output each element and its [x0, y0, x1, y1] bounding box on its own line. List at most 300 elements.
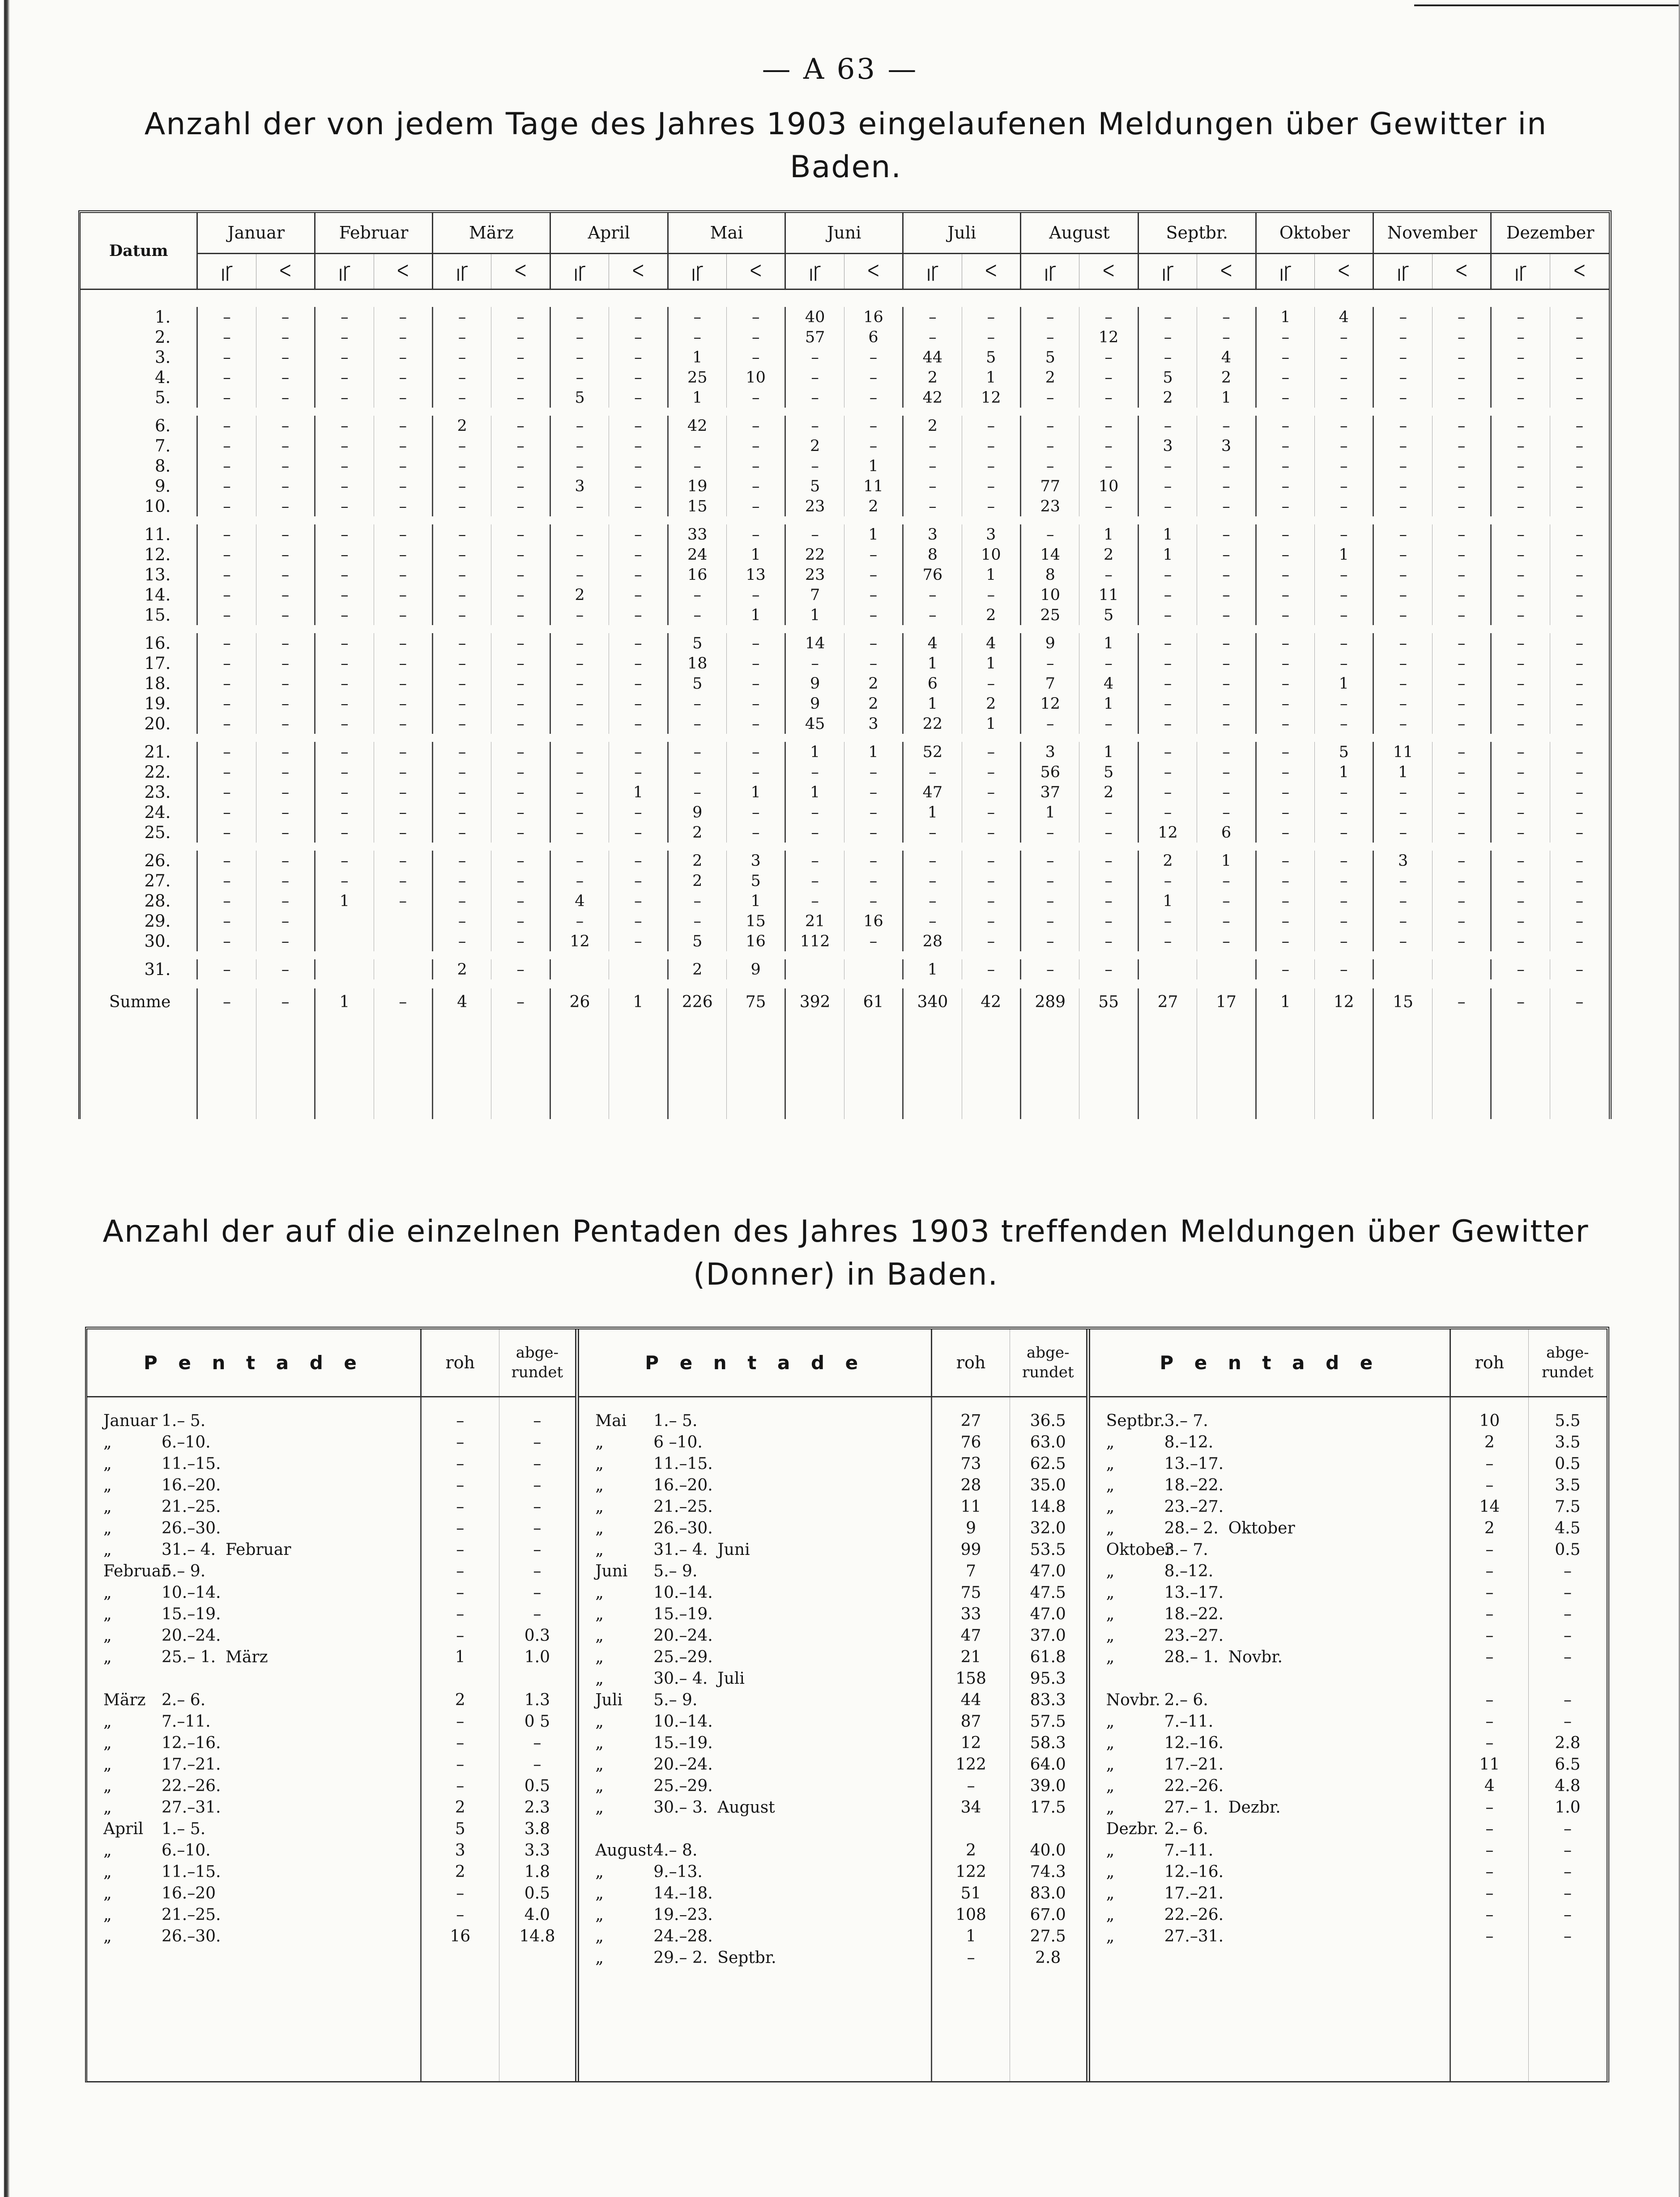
pentade-range: 12.–16. — [162, 1733, 221, 1752]
day-value: – — [1432, 714, 1491, 734]
day-value: – — [1021, 416, 1079, 436]
day-value: – — [1256, 959, 1314, 979]
pentade-label — [1088, 1539, 1450, 1560]
fill-cell — [1432, 1015, 1491, 1119]
day-value: – — [550, 714, 609, 734]
day-value: – — [1256, 673, 1314, 694]
day-value: – — [903, 911, 962, 931]
day-value: – — [1491, 673, 1550, 694]
day-value: – — [1138, 742, 1197, 762]
day-value: 22 — [903, 714, 962, 734]
day-value: – — [1373, 891, 1432, 911]
day-value: – — [256, 714, 315, 734]
day-value: – — [1197, 307, 1256, 327]
pentade-month: „ — [595, 1626, 604, 1645]
abgerundet-value: 4.5 — [1528, 1517, 1607, 1539]
day-value: – — [668, 585, 726, 605]
day-value: 57 — [785, 327, 844, 347]
pentade-range: 22.–26. — [1164, 1776, 1224, 1795]
table1-group-spacer — [81, 734, 1609, 742]
day-value: – — [1197, 714, 1256, 734]
day-value: – — [432, 851, 491, 871]
day-value: – — [1021, 436, 1079, 456]
day-value: – — [432, 496, 491, 516]
day-label: 9. — [155, 477, 171, 496]
table1-row — [81, 871, 1609, 891]
day-value: – — [1079, 436, 1138, 456]
pentade-range: 15.–19. — [653, 1733, 713, 1752]
day-value: – — [1256, 327, 1314, 347]
day-value: 11 — [1373, 742, 1432, 762]
thunder-symbol-header-5: ꞁꞄ — [785, 253, 844, 289]
day-value — [315, 911, 374, 931]
day-value: – — [726, 633, 785, 653]
abgerundet-value: 3.5 — [1528, 1431, 1607, 1453]
pentade-label — [87, 1754, 421, 1775]
table2-title-line2: (Donner) in Baden. — [693, 1257, 999, 1292]
roh-value: – — [1450, 1646, 1529, 1668]
roh-value: – — [421, 1582, 499, 1603]
pentade-month: „ — [103, 1583, 112, 1602]
pentade-month: April — [103, 1819, 144, 1838]
day-value: – — [374, 565, 432, 585]
day-value: – — [1197, 545, 1256, 565]
day-value: – — [1491, 347, 1550, 367]
abgerundet-value: – — [1528, 1603, 1607, 1625]
day-value: – — [1315, 496, 1373, 516]
pentade-month: „ — [595, 1798, 604, 1817]
day-value: – — [1491, 476, 1550, 496]
day-value: – — [197, 653, 256, 673]
abgerundet-value: – — [1528, 1582, 1607, 1603]
lightning-symbol-header-1: ᐸ — [374, 253, 432, 289]
day-value: – — [374, 851, 432, 871]
day-value: – — [1432, 387, 1491, 408]
spacer-cell — [577, 1397, 932, 1410]
day-value: – — [1197, 496, 1256, 516]
day-value: – — [491, 476, 550, 496]
day-value: – — [374, 742, 432, 762]
day-label: 3. — [155, 348, 171, 367]
roh-value: 99 — [932, 1539, 1010, 1560]
day-value: – — [432, 387, 491, 408]
thunder-symbol-header-0: ꞁꞄ — [197, 253, 256, 289]
fill-cell — [256, 1015, 315, 1119]
day-value: – — [1373, 524, 1432, 545]
pentade-label — [87, 1904, 421, 1925]
pentade-row — [87, 1775, 1607, 1797]
month-header-4: Mai — [668, 213, 785, 253]
pentade-month: „ — [595, 1648, 604, 1666]
pentade-month: „ — [1106, 1905, 1115, 1924]
pentade-header: P e n t a d e — [1088, 1329, 1450, 1397]
day-value: – — [1550, 762, 1609, 782]
month-header-6: Juli — [903, 213, 1021, 253]
day-value: – — [609, 891, 668, 911]
day-value: – — [1315, 822, 1373, 843]
roh-value: – — [421, 1539, 499, 1560]
pentade-label — [87, 1582, 421, 1603]
day-value: – — [844, 891, 903, 911]
day-value: – — [491, 496, 550, 516]
spacer-cell — [81, 979, 1609, 988]
roh-value: – — [421, 1474, 499, 1496]
day-value: 52 — [903, 742, 962, 762]
pentade-month: „ — [103, 1540, 112, 1559]
day-value: – — [432, 307, 491, 327]
day-value: – — [432, 524, 491, 545]
day-value: 23 — [785, 565, 844, 585]
pentade-range: 19.–23. — [653, 1905, 713, 1924]
datum-header: Datum — [81, 213, 197, 289]
table1-row — [81, 367, 1609, 387]
day-value: – — [1550, 327, 1609, 347]
day-value: – — [1432, 496, 1491, 516]
fill-cell — [1088, 1968, 1450, 2081]
pentade-end-month: März — [226, 1648, 268, 1666]
summe-value: 17 — [1197, 988, 1256, 1015]
pentade-label — [577, 1839, 932, 1861]
day-value: – — [726, 714, 785, 734]
day-value: – — [609, 605, 668, 625]
table1-title: Anzahl der von jedem Tage des Jahres 1903 eingelaufenen Meldungen über Gewitter in Baden. — [144, 106, 1548, 185]
summe-value: 61 — [844, 988, 903, 1015]
pentade-month: „ — [103, 1776, 112, 1795]
day-value: – — [256, 822, 315, 843]
day-value: – — [1197, 327, 1256, 347]
abgerundet-value: 1.3 — [499, 1689, 577, 1711]
day-value: – — [609, 653, 668, 673]
day-value: – — [1138, 565, 1197, 585]
day-value: – — [1315, 456, 1373, 476]
day-value: 42 — [903, 387, 962, 408]
day-value: – — [1373, 545, 1432, 565]
roh-value — [1450, 1668, 1529, 1689]
day-value: – — [1373, 387, 1432, 408]
roh-value — [932, 1818, 1010, 1839]
day-value: – — [785, 891, 844, 911]
day-value: – — [491, 436, 550, 456]
day-value — [1373, 959, 1432, 979]
day-value: – — [1432, 802, 1491, 822]
day-value: 1 — [726, 605, 785, 625]
day-value: – — [1315, 633, 1373, 653]
pentade-row — [87, 1925, 1607, 1947]
day-value: – — [962, 436, 1020, 456]
day-value: 3 — [1197, 436, 1256, 456]
day-value: 5 — [785, 476, 844, 496]
roh-value: – — [1450, 1625, 1529, 1646]
pentade-range: 17.–21. — [1164, 1755, 1224, 1774]
day-value: – — [1315, 565, 1373, 585]
day-value: – — [1550, 851, 1609, 871]
day-value: – — [609, 496, 668, 516]
fill-cell — [1550, 1015, 1609, 1119]
pentade-label — [87, 1539, 421, 1560]
abgerundet-value: 95.3 — [1010, 1668, 1088, 1689]
pentade-range: 16.–20. — [653, 1476, 713, 1494]
day-value: – — [491, 891, 550, 911]
day-value: – — [1021, 822, 1079, 843]
pentade-label — [577, 1775, 932, 1797]
pentade-label — [1088, 1496, 1450, 1517]
day-value: 45 — [785, 714, 844, 734]
lightning-symbol-header-4: ᐸ — [726, 253, 785, 289]
day-value: – — [785, 416, 844, 436]
day-value: – — [197, 387, 256, 408]
day-value: 15 — [726, 911, 785, 931]
abgerundet-value — [1010, 1818, 1088, 1839]
day-value: 9 — [785, 694, 844, 714]
day-value: – — [197, 524, 256, 545]
day-value: 2 — [785, 436, 844, 456]
day-value: – — [1315, 605, 1373, 625]
table1-sum-spacer — [81, 979, 1609, 988]
day-value: 7 — [785, 585, 844, 605]
day-value: – — [1256, 742, 1314, 762]
thunder-symbol-header-11: ꞁꞄ — [1491, 253, 1550, 289]
pentade-range: 5.– 9. — [653, 1690, 698, 1709]
table1-row — [81, 802, 1609, 822]
pentade-month: „ — [1106, 1927, 1115, 1946]
pentade-range: 21.–25. — [162, 1905, 221, 1924]
day-value: – — [432, 742, 491, 762]
day-value: – — [1256, 891, 1314, 911]
pentade-label — [87, 1646, 421, 1668]
spacer-cell — [81, 625, 1609, 633]
table1-row — [81, 456, 1609, 476]
day-value: 2 — [550, 585, 609, 605]
roh-value: 76 — [932, 1431, 1010, 1453]
day-value: – — [197, 456, 256, 476]
spacer-cell — [81, 289, 1609, 307]
day-value: – — [1256, 653, 1314, 673]
day-value: – — [491, 851, 550, 871]
pentade-row — [87, 1496, 1607, 1517]
day-value: – — [315, 565, 374, 585]
day-value: – — [1373, 347, 1432, 367]
day-value: – — [962, 911, 1020, 931]
pentade-month: „ — [1106, 1884, 1115, 1903]
pentade-label — [1088, 1947, 1450, 1968]
pentade-range: 5.– 9. — [653, 1562, 698, 1580]
day-value: – — [1138, 871, 1197, 891]
day-value: – — [1138, 496, 1197, 516]
abgerundet-value: 1.8 — [499, 1861, 577, 1882]
day-value: – — [256, 959, 315, 979]
day-value: – — [374, 694, 432, 714]
table1-row — [81, 387, 1609, 408]
day-value: 1 — [903, 959, 962, 979]
pentade-month: Dezbr. — [1106, 1819, 1159, 1838]
roh-value: 16 — [421, 1925, 499, 1947]
day-value: 1 — [726, 782, 785, 802]
day-value: – — [1550, 911, 1609, 931]
day-value: – — [1197, 802, 1256, 822]
day-value: – — [962, 742, 1020, 762]
table1-row — [81, 782, 1609, 802]
day-value: – — [1256, 524, 1314, 545]
lightning-symbol-header-3: ᐸ — [609, 253, 668, 289]
day-label: 7. — [155, 436, 171, 456]
pentade-end-month: Novbr. — [1228, 1648, 1283, 1666]
pentade-label — [577, 1947, 932, 1968]
roh-value: 2 — [421, 1797, 499, 1818]
pentade-label — [577, 1410, 932, 1431]
day-value: 2 — [1138, 387, 1197, 408]
pentade-range: 1.– 5. — [162, 1819, 206, 1838]
day-value: 16 — [844, 307, 903, 327]
table1-row — [81, 307, 1609, 327]
day-value: – — [1315, 416, 1373, 436]
summe-value: – — [374, 988, 432, 1015]
day-value: – — [1432, 456, 1491, 476]
day-value: – — [432, 327, 491, 347]
day-value: – — [1021, 851, 1079, 871]
day-value: – — [1079, 653, 1138, 673]
pentade-label — [577, 1754, 932, 1775]
day-value: – — [1079, 496, 1138, 516]
day-value: – — [1021, 456, 1079, 476]
day-value: – — [256, 653, 315, 673]
pentade-end-month: Oktober — [1228, 1519, 1295, 1537]
day-value: – — [609, 565, 668, 585]
pentade-table — [85, 1327, 1609, 2082]
day-value: – — [1315, 714, 1373, 734]
day-value: – — [785, 871, 844, 891]
page-number: — A 63 — — [762, 53, 918, 86]
table1-row — [81, 416, 1609, 436]
day-value: 1 — [668, 387, 726, 408]
day-value: – — [1550, 436, 1609, 456]
month-header-10: November — [1373, 213, 1491, 253]
day-value: – — [1432, 416, 1491, 436]
day-value: 2 — [668, 871, 726, 891]
table1-group-spacer — [81, 516, 1609, 524]
day-value: – — [315, 436, 374, 456]
pentade-range: 4.– 8. — [653, 1841, 698, 1860]
day-value: – — [1197, 605, 1256, 625]
day-value: – — [550, 367, 609, 387]
pentade-month: „ — [103, 1733, 112, 1752]
roh-value: 122 — [932, 1861, 1010, 1882]
pentade-label — [1088, 1818, 1450, 1839]
day-value: – — [256, 585, 315, 605]
pentade-row — [87, 1431, 1607, 1453]
day-value: – — [1315, 871, 1373, 891]
day-label: 19. — [144, 694, 171, 713]
roh-value: 108 — [932, 1904, 1010, 1925]
pentade-row — [87, 1539, 1607, 1560]
lightning-symbol-header-0: ᐸ — [256, 253, 315, 289]
day-value: – — [256, 367, 315, 387]
table1-row — [81, 585, 1609, 605]
roh-value: 47 — [932, 1625, 1010, 1646]
pentade-range: 18.–22. — [1164, 1605, 1224, 1623]
pentade-label — [1088, 1517, 1450, 1539]
day-value: – — [491, 822, 550, 843]
day-value: 1 — [1315, 762, 1373, 782]
pentade-label — [577, 1732, 932, 1754]
day-value: – — [668, 694, 726, 714]
day-value: – — [315, 714, 374, 734]
day-value: – — [1550, 605, 1609, 625]
pentade-label — [1088, 1668, 1450, 1689]
fill-cell — [550, 1015, 609, 1119]
day-value: – — [1373, 367, 1432, 387]
pentade-row — [87, 1839, 1607, 1861]
pentade-month: „ — [595, 1497, 604, 1516]
day-value: – — [1432, 891, 1491, 911]
fill-cell — [1138, 1015, 1197, 1119]
day-value: – — [1021, 307, 1079, 327]
day-value: 21 — [785, 911, 844, 931]
abgerundet-value: – — [1528, 1625, 1607, 1646]
pentade-month: „ — [103, 1626, 112, 1645]
pentade-row — [87, 1754, 1607, 1775]
pentade-row — [87, 1797, 1607, 1818]
day-value: 11 — [1079, 585, 1138, 605]
fill-cell — [1079, 1015, 1138, 1119]
fill-cell — [726, 1015, 785, 1119]
pentade-month: „ — [103, 1476, 112, 1494]
abgerundet-value: – — [1528, 1882, 1607, 1904]
pentade-range: 20.–24. — [653, 1626, 713, 1645]
summe-value: 26 — [550, 988, 609, 1015]
day-value: – — [844, 822, 903, 843]
pentade-label — [87, 1775, 421, 1797]
spacer-cell — [81, 734, 1609, 742]
day-value: – — [844, 387, 903, 408]
roh-value: 34 — [932, 1797, 1010, 1818]
day-value: 16 — [668, 565, 726, 585]
day-value: – — [1256, 714, 1314, 734]
day-value: – — [1491, 545, 1550, 565]
day-value: – — [1138, 714, 1197, 734]
day-value: – — [315, 416, 374, 436]
summe-value: – — [197, 988, 256, 1015]
pentade-label — [1088, 1754, 1450, 1775]
day-value: – — [609, 327, 668, 347]
abgerundet-value: 3.5 — [1528, 1474, 1607, 1496]
abgerundet-value: 67.0 — [1010, 1904, 1088, 1925]
day-value: – — [668, 456, 726, 476]
pentade-label — [1088, 1882, 1450, 1904]
day-value: – — [1373, 931, 1432, 951]
month-header-5: Juni — [785, 213, 903, 253]
pentade-label — [87, 1474, 421, 1496]
day-value: – — [197, 714, 256, 734]
day-value: 1 — [962, 653, 1020, 673]
pentade-label — [1088, 1646, 1450, 1668]
table1-group-spacer — [81, 951, 1609, 959]
table1-row — [81, 524, 1609, 545]
day-value: – — [903, 456, 962, 476]
pentade-label — [87, 1732, 421, 1754]
abgerundet-value: 47.5 — [1010, 1582, 1088, 1603]
roh-value: – — [421, 1754, 499, 1775]
summe-value: 1 — [315, 988, 374, 1015]
pentade-month: „ — [595, 1776, 604, 1795]
fill-cell — [903, 1015, 962, 1119]
day-value: – — [1256, 931, 1314, 951]
pentade-month: „ — [1106, 1476, 1115, 1494]
day-value: – — [726, 496, 785, 516]
table1-month-header-row — [81, 213, 1609, 253]
day-value: – — [962, 802, 1020, 822]
day-value: – — [726, 436, 785, 456]
day-value: 1 — [785, 742, 844, 762]
